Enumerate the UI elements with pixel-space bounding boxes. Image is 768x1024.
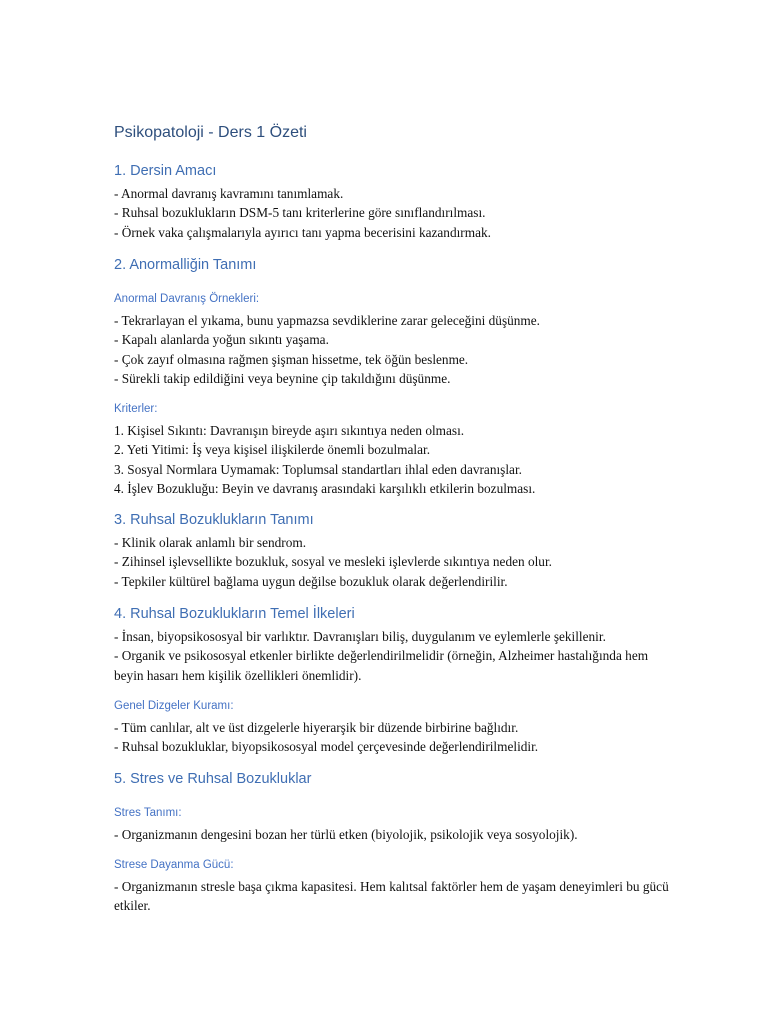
subheading-examples: Anormal Davranış Örnekleri: <box>114 293 260 305</box>
section-1-body <box>114 184 674 242</box>
subheading-criteria: Kriterler: <box>114 403 158 415</box>
text-line: - Örnek vaka çalışmalarıyla ayırıcı tanı yapma becerisini kazandırmak. <box>114 224 491 240</box>
text-line: - Anormal davranış kavramını tanımlamak. <box>114 186 344 201</box>
text-line: - Tekrarlayan el yıkama, bunu yapmazsa sevdiklerine zarar geleceğini düşünme. <box>114 313 540 328</box>
text-line: 2. Yeti Yitimi: İş veya kişisel ilişkilerde önemli bozulmalar. <box>114 442 431 458</box>
document-title: Psikopatoloji - Ders 1 Özeti <box>114 124 307 141</box>
text-line: 4. İşlev Bozukluğu: Beyin ve davranış arasındaki karşılıklı etkilerin bozulması. <box>114 480 536 496</box>
text-line: - İnsan, biyopsikososyal bir varlıktır. Davranışları biliş, duygulanım ve eylemlerle şekillenir. <box>114 629 606 644</box>
section-heading-4: 4. Ruhsal Bozuklukların Temel İlkeleri <box>114 606 355 622</box>
section-3-body <box>114 533 674 591</box>
subheading-systems-theory: Genel Dizgeler Kuramı: <box>114 700 234 712</box>
text-line: - Kapalı alanlarda yoğun sıkıntı yaşama. <box>114 332 329 348</box>
text-line: 3. Sosyal Normlara Uymamak: Toplumsal standartları ihlal eden davranışlar. <box>114 461 522 477</box>
text-line: - Tepkiler kültürel bağlama uygun değilse bozukluk olarak değerlendirilir. <box>114 573 508 589</box>
section-heading-3: 3. Ruhsal Bozuklukların Tanımı <box>114 512 314 528</box>
text-line: - Zihinsel işlevsellikte bozukluk, sosyal ve mesleki işlevlerde sıkıntıya neden olur. <box>114 554 552 570</box>
text-line: - Organizmanın stresle başa çıkma kapasitesi. Hem kalıtsal faktörler hem de yaşam deneyimleri bu gücü etkiler. <box>114 879 669 914</box>
text-line: - Organik ve psikososyal etkenler birlikte değerlendirilmelidir (örneğin, Alzheimer hastalığında hem beyin hasarı hem kişilik özellikleri önemlidir). <box>114 648 649 683</box>
text-line: - Organizmanın dengesini bozan her türlü etken (biyolojik, psikolojik veya sosyolojik). <box>114 827 578 842</box>
text-line: - Ruhsal bozuklukların DSM-5 tanı kriterlerine göre sınıflandırılması. <box>114 205 486 221</box>
section-heading-1: 1. Dersin Amacı <box>114 163 217 179</box>
text-line: - Ruhsal bozukluklar, biyopsikososyal model çerçevesinde değerlendirilmelidir. <box>114 739 539 755</box>
text-line: - Klinik olarak anlamlı bir sendrom. <box>114 535 307 550</box>
text-line: - Sürekli takip edildiğini veya beynine çip takıldığını düşünme. <box>114 370 451 386</box>
text-line: - Tüm canlılar, alt ve üst dizgelerle hiyerarşik bir düzende birbirine bağlıdır. <box>114 720 519 735</box>
criteria-body <box>114 421 674 498</box>
text-line: 1. Kişisel Sıkıntı: Davranışın bireyde aşırı sıkıntıya neden olması. <box>114 423 465 438</box>
systems-theory-body <box>114 718 674 757</box>
subheading-stress-resistance: Strese Dayanma Gücü: <box>114 859 234 871</box>
section-4-body <box>114 627 674 685</box>
subheading-stress-definition: Stres Tanımı: <box>114 807 182 819</box>
text-line: - Çok zayıf olmasına rağmen şişman hissetme, tek öğün beslenme. <box>114 351 469 367</box>
stress-resistance-body <box>114 877 674 916</box>
stress-definition-body <box>114 825 674 844</box>
examples-body <box>114 311 674 388</box>
section-heading-2: 2. Anormalliğin Tanımı <box>114 257 257 273</box>
section-heading-5: 5. Stres ve Ruhsal Bozukluklar <box>114 771 312 787</box>
